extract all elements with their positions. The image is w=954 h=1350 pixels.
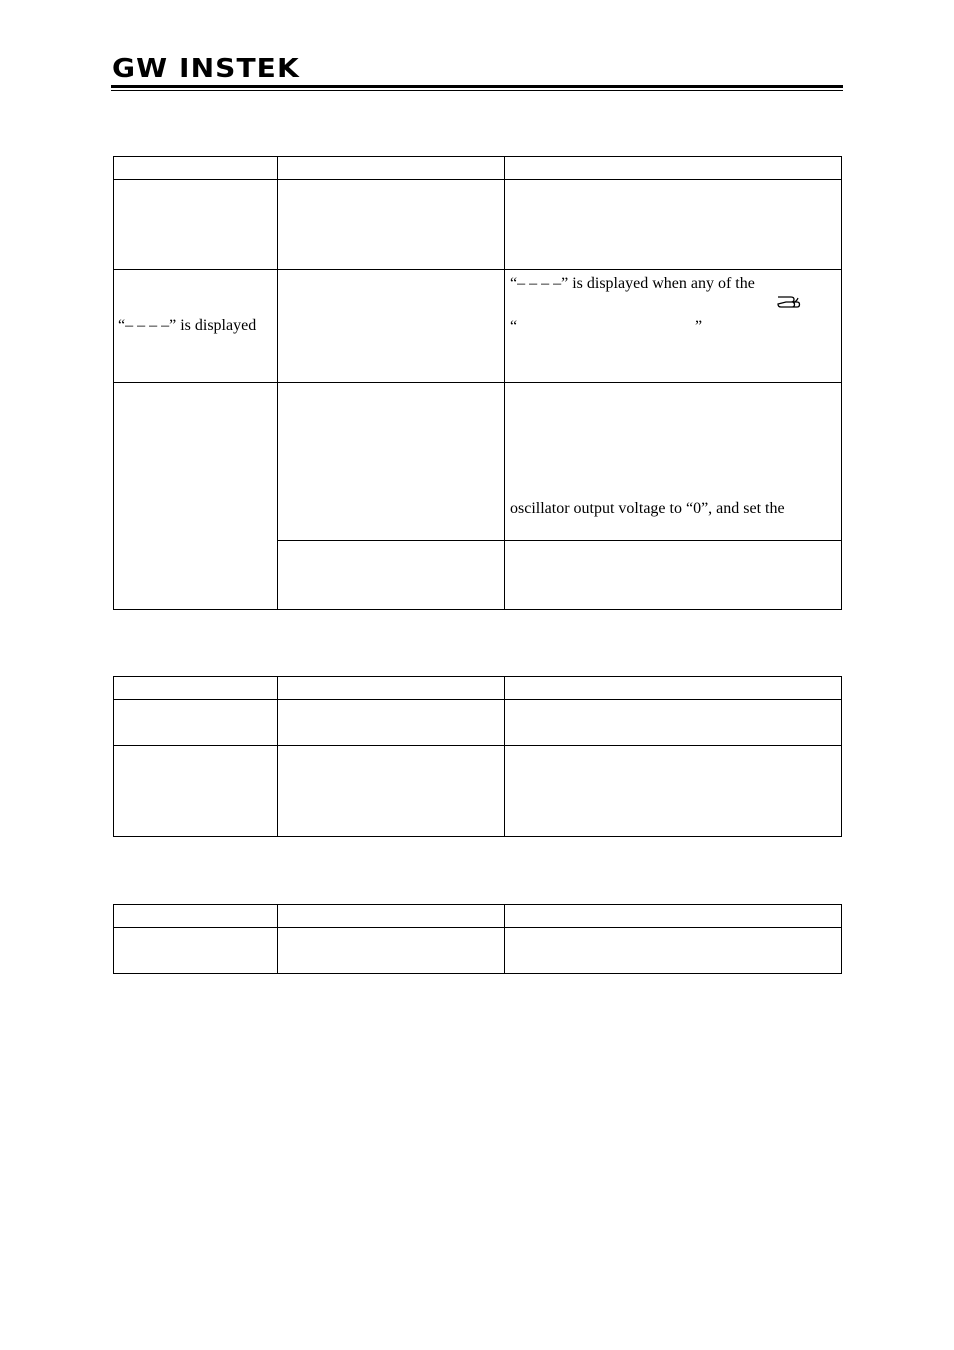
header-rule-thick <box>111 85 843 88</box>
header-cell <box>505 905 842 928</box>
remedy-open-quote: “ <box>510 318 518 335</box>
header-cell <box>114 157 278 180</box>
table-cell <box>114 180 278 270</box>
table-cell <box>505 700 842 746</box>
pointing-hand-icon <box>777 292 801 310</box>
table-cell <box>278 383 505 541</box>
header-cell <box>114 677 278 700</box>
table-cell <box>505 746 842 837</box>
table-row <box>114 383 842 541</box>
table-cell <box>505 541 842 610</box>
table-cell <box>278 928 505 974</box>
header-cell <box>278 157 505 180</box>
table-header-row <box>114 677 842 700</box>
troubleshooting-table-2 <box>113 676 842 837</box>
symptom-cell <box>114 383 278 610</box>
table-row <box>114 180 842 270</box>
table-cell <box>278 270 505 383</box>
remedy-text-line: oscillator output voltage to “0”, and set the <box>510 500 785 517</box>
troubleshooting-table-3 <box>113 904 842 974</box>
table-cell <box>278 180 505 270</box>
table-row <box>114 700 842 746</box>
table-header-row <box>114 905 842 928</box>
table-cell <box>114 928 278 974</box>
table-row <box>114 928 842 974</box>
remedy-text-line: “– – – –” is displayed when any of the <box>510 275 755 292</box>
symptom-text: “– – – –” is displayed <box>118 317 257 334</box>
table-cell <box>278 746 505 837</box>
header-rule-thin <box>111 90 843 91</box>
table-cell <box>278 541 505 610</box>
gw-instek-logo: GW INSTEK <box>112 54 300 84</box>
troubleshooting-table-1 <box>113 156 842 610</box>
remedy-cell <box>505 383 842 541</box>
header-cell <box>505 677 842 700</box>
table-header-row <box>114 157 842 180</box>
table-cell <box>505 180 842 270</box>
header-cell <box>278 677 505 700</box>
header-cell <box>505 157 842 180</box>
table-cell <box>505 928 842 974</box>
table-row <box>114 270 842 383</box>
table-cell <box>114 746 278 837</box>
table-cell <box>278 700 505 746</box>
symptom-cell <box>114 270 278 383</box>
remedy-cell <box>505 270 842 383</box>
table-row <box>114 746 842 837</box>
header-cell <box>278 905 505 928</box>
header-cell <box>114 905 278 928</box>
remedy-close-quote: ” <box>695 318 703 335</box>
table-cell <box>114 700 278 746</box>
